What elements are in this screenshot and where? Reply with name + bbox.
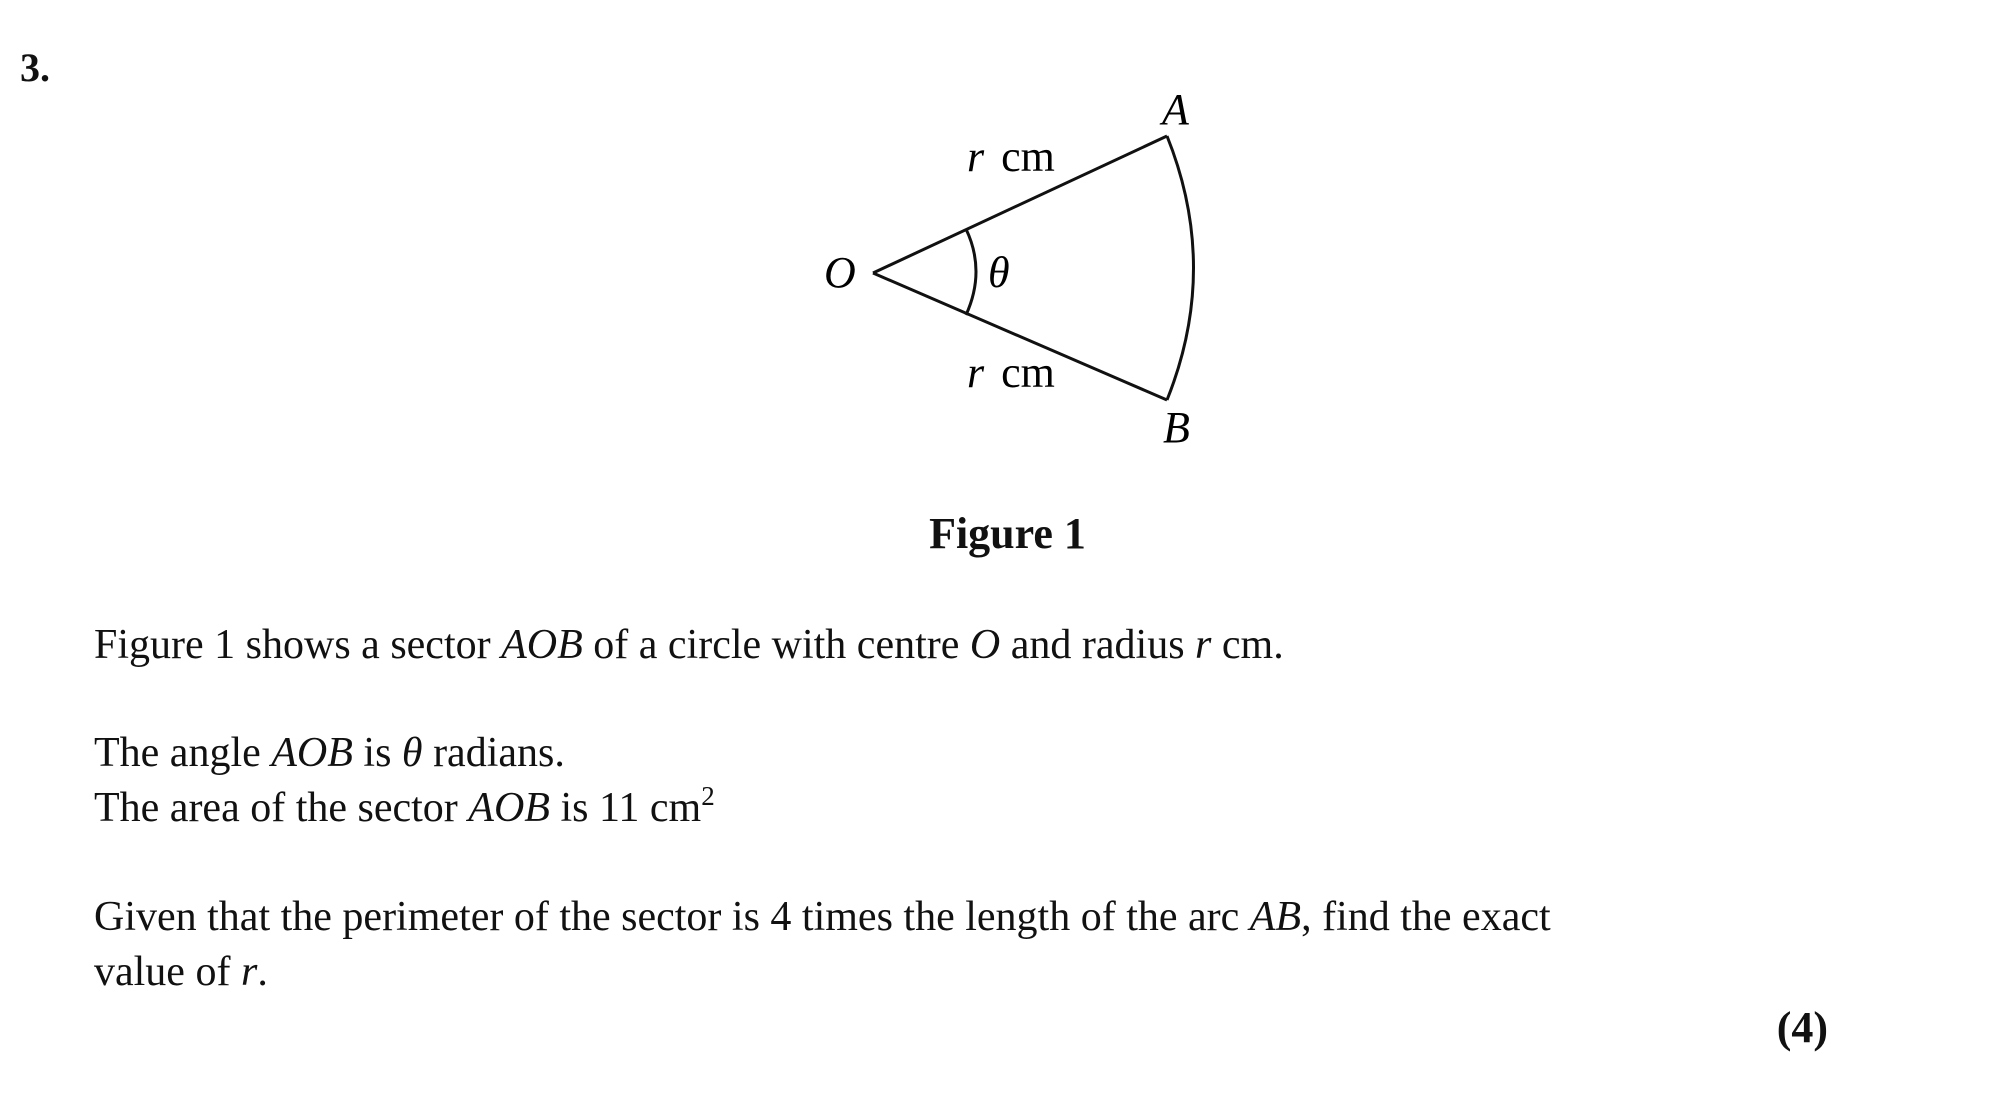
p5-text-c: .	[257, 949, 268, 995]
p2-text-e: radians.	[422, 730, 565, 776]
p2-theta: θ	[401, 730, 423, 776]
p2-text-a: The angle	[94, 730, 272, 776]
p1-sector-name: AOB	[501, 622, 583, 668]
arc-AB	[1167, 136, 1194, 400]
paragraph-question-line1	[94, 890, 1551, 945]
p2-angle-name: AOB	[271, 730, 353, 776]
figure-caption-text: Figure 1	[929, 509, 1086, 558]
p5-radius-symbol: r	[240, 949, 258, 995]
p1-radius-symbol: r	[1195, 622, 1212, 668]
p1-text-g: cm.	[1211, 622, 1284, 668]
label-radius-top-symbol: r	[967, 132, 985, 181]
p3-superscript: 2	[701, 781, 715, 811]
p2-text-c: is	[352, 730, 402, 776]
label-radius-bottom-symbol: r	[967, 348, 985, 397]
p3-sector-name: AOB	[468, 785, 550, 831]
marks-indicator: (4)	[1776, 1003, 1828, 1052]
p4-text-a: Given that the perimeter of the sector is 4 times the length of the arc	[94, 894, 1250, 940]
label-theta: θ	[988, 248, 1010, 297]
label-radius-bottom-unit: cm	[1001, 348, 1055, 397]
sector-diagram	[0, 0, 2000, 480]
label-A: A	[1162, 85, 1189, 134]
p4-text-c: , find the exact	[1301, 894, 1551, 940]
p1-text-c: of a circle with centre	[582, 622, 970, 668]
label-O: O	[824, 248, 856, 297]
paragraph-sector-description	[94, 618, 1284, 673]
figure-caption	[0, 509, 2000, 558]
label-radius-top	[967, 132, 1055, 181]
label-B: B	[1163, 403, 1190, 452]
p4-arc-name: AB	[1249, 894, 1302, 940]
p3-text-a: The area of the sector	[94, 785, 469, 831]
angle-marker	[966, 229, 976, 315]
p1-text-a: Figure 1 shows a sector	[94, 622, 502, 668]
label-radius-bottom	[967, 348, 1055, 397]
p1-text-e: and radius	[1000, 622, 1196, 668]
question-number: 3.	[20, 45, 50, 90]
paragraph-angle	[94, 726, 565, 781]
p1-centre-name: O	[969, 622, 1001, 668]
paragraph-question-line2	[94, 945, 268, 1000]
label-radius-top-unit: cm	[1001, 132, 1055, 181]
paragraph-area	[94, 781, 715, 836]
p5-text-a: value of	[94, 949, 241, 995]
p3-text-c: is 11 cm	[549, 785, 702, 831]
